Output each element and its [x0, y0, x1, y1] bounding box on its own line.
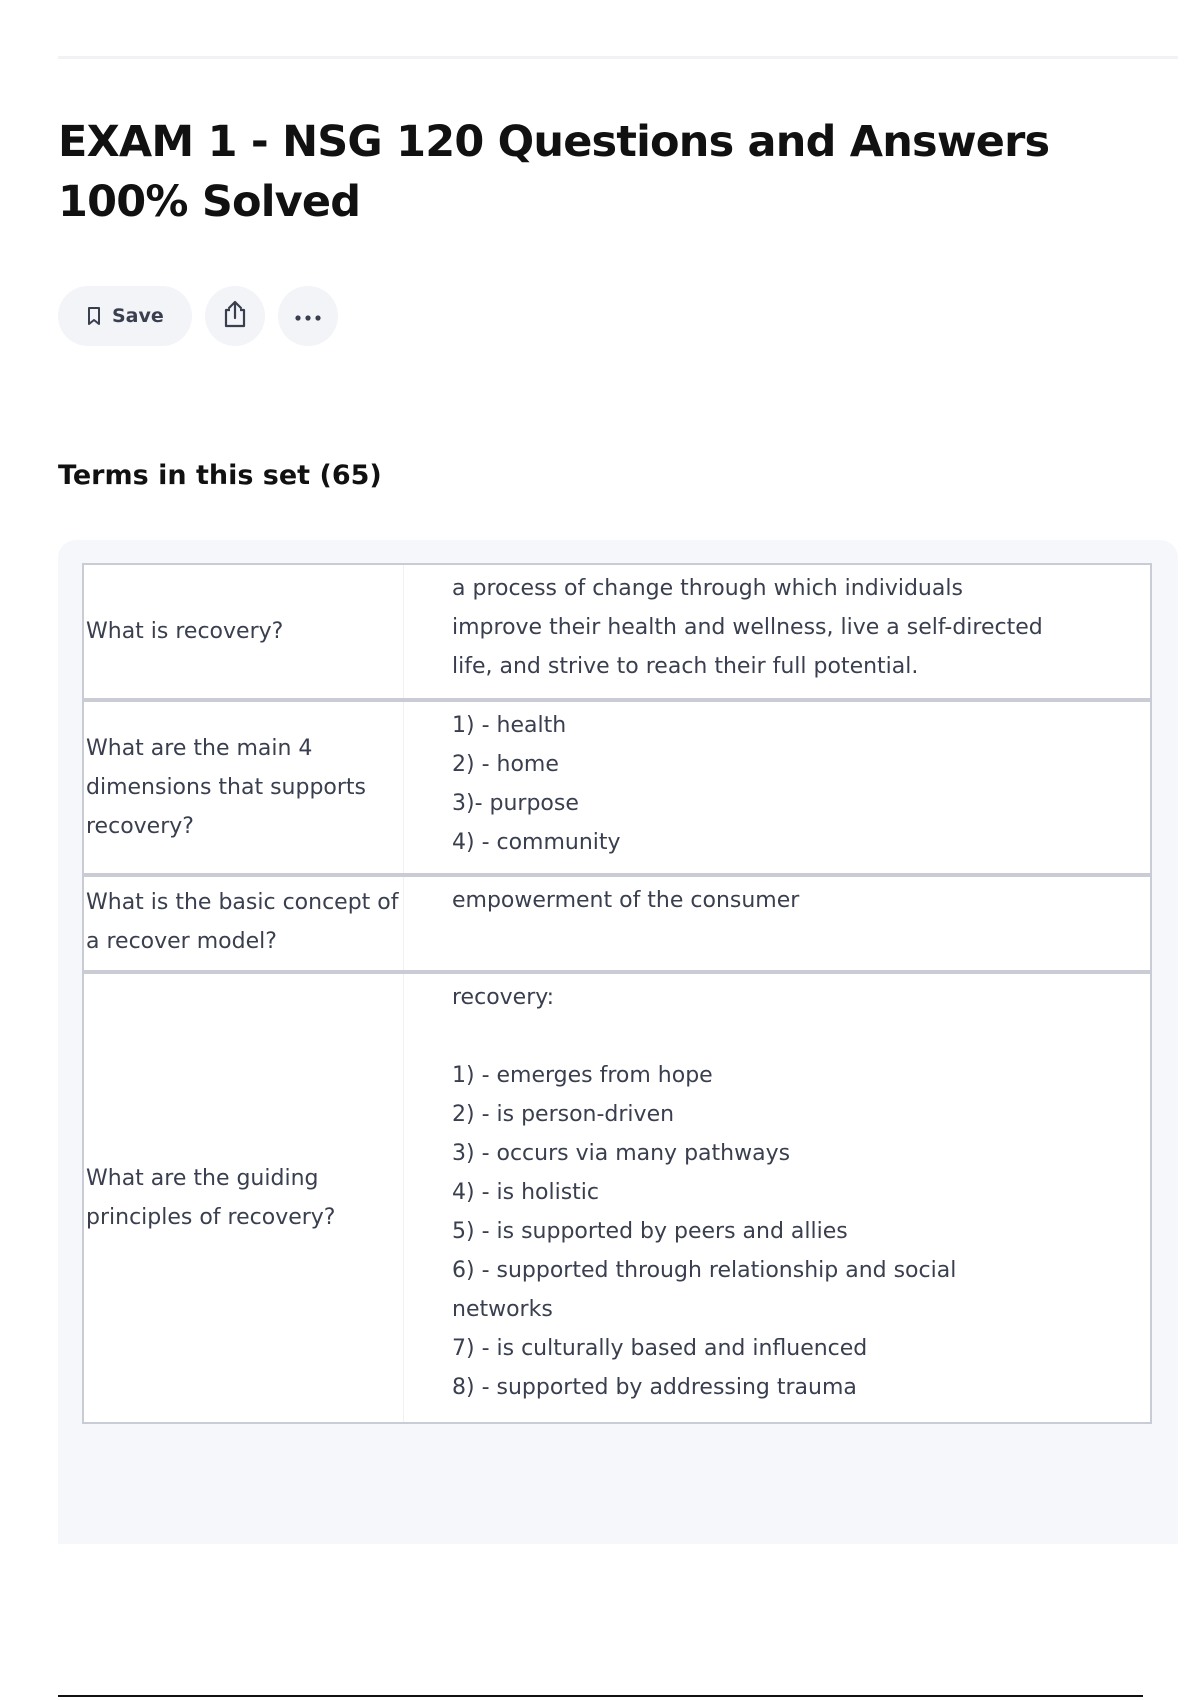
- term-question: What is the basic concept of a recover model?: [84, 877, 404, 970]
- page-title: EXAM 1 - NSG 120 Questions and Answers 100% Solved: [58, 117, 1050, 227]
- save-button[interactable]: [58, 286, 192, 346]
- terms-heading: Terms in this set (65): [58, 460, 382, 491]
- definition-line: 3) - occurs via many pathways: [452, 1141, 791, 1166]
- more-options-button[interactable]: [278, 286, 338, 346]
- definition-line: networks: [452, 1297, 553, 1322]
- term-definition: [404, 565, 1150, 698]
- bottom-divider: [58, 1695, 1143, 1697]
- terms-panel: [58, 540, 1178, 1544]
- term-card[interactable]: [82, 700, 1152, 875]
- action-bar: [58, 286, 338, 346]
- definition-line: 8) - supported by addressing trauma: [452, 1375, 857, 1400]
- save-label: Save: [112, 305, 164, 327]
- definition-line: 6) - supported through relationship and social: [452, 1258, 957, 1283]
- share-button[interactable]: [205, 286, 265, 346]
- definition-line: a process of change through which individuals: [452, 576, 963, 601]
- definition-line: 5) - is supported by peers and allies: [452, 1219, 848, 1244]
- term-definition: [404, 974, 1150, 1422]
- definition-intro: recovery:: [452, 985, 555, 1010]
- definition-line: 7) - is culturally based and influenced: [452, 1336, 868, 1361]
- definition-line: life, and strive to reach their full potential.: [452, 654, 919, 679]
- term-card[interactable]: [82, 972, 1152, 1424]
- definition-line: 4) - is holistic: [452, 1180, 599, 1205]
- term-question: What is recovery?: [84, 565, 404, 698]
- definition-line: improve their health and wellness, live a self-directed: [452, 615, 1043, 640]
- definition-line: 4) - community: [452, 830, 621, 855]
- term-definition: [404, 702, 1150, 873]
- term-question: What are the main 4 dimensions that supports recovery?: [84, 702, 404, 873]
- term-card[interactable]: [82, 563, 1152, 700]
- share-icon: [222, 300, 248, 332]
- definition-line: 1) - health: [452, 713, 567, 738]
- definition-line: 1) - emerges from hope: [452, 1063, 713, 1088]
- definition-line: 2) - is person-driven: [452, 1102, 675, 1127]
- term-definition: [404, 877, 1150, 970]
- term-question: What are the guiding principles of recovery?: [84, 974, 404, 1422]
- definition-line: 2) - home: [452, 752, 559, 777]
- definition-line: empowerment of the consumer: [452, 888, 800, 913]
- bookmark-icon: [86, 306, 102, 326]
- more-icon: [294, 307, 322, 326]
- term-card[interactable]: [82, 875, 1152, 972]
- top-divider: [58, 56, 1178, 59]
- definition-line: 3)- purpose: [452, 791, 579, 816]
- definition-spacer: [452, 1017, 1150, 1056]
